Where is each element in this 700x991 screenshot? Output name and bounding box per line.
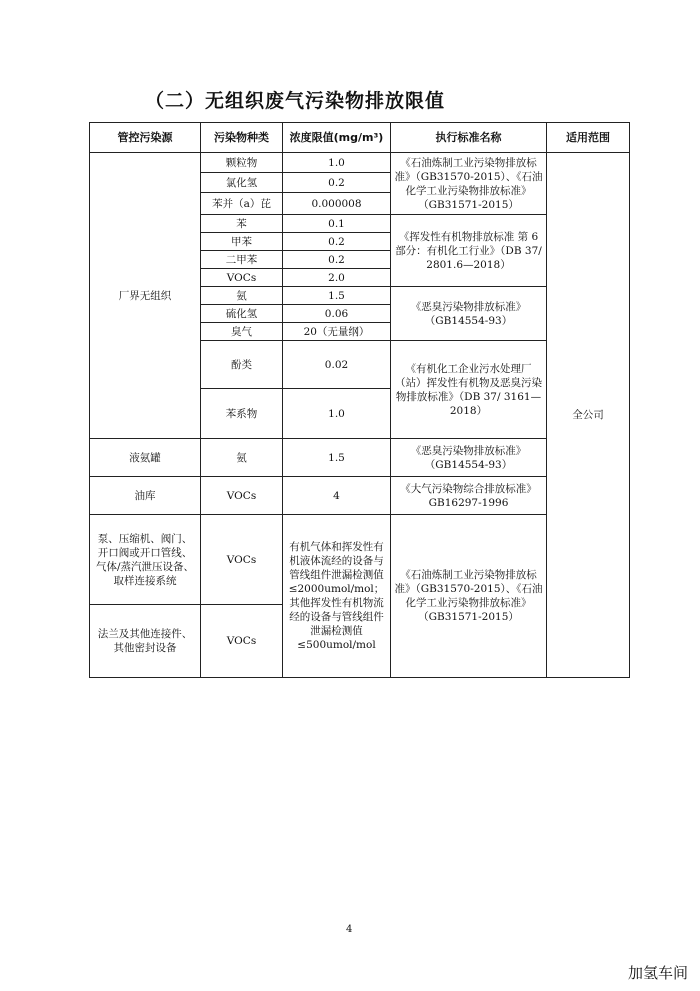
source-cell: 法兰及其他连接件、其他密封设备	[90, 605, 201, 678]
header-limit: 浓度限值(mg/m³)	[283, 123, 391, 153]
header-source: 管控污染源	[90, 123, 201, 153]
limit-cell: 0.000008	[283, 193, 391, 215]
pollutant-cell: 酚类	[201, 341, 283, 389]
standard-cell: 《石油炼制工业污染物排放标准》（GB31570-2015）、《石油化学工业污染物排放标准》（GB31571-2015）	[391, 515, 547, 678]
pollutant-cell: 氨	[201, 439, 283, 477]
pollutant-cell: 臭气	[201, 323, 283, 341]
standard-cell: 《恶臭污染物排放标准》（GB14554-93）	[391, 439, 547, 477]
limit-cell: 1.5	[283, 287, 391, 305]
table-row	[90, 153, 630, 173]
pollutant-cell: 苯	[201, 215, 283, 233]
standard-cell: 《有机化工企业污水处理厂（站）挥发性有机物及恶臭污染物排放标准》（DB 37/ 3161—2018）	[391, 341, 547, 439]
pollutant-cell: 苯系物	[201, 389, 283, 439]
limit-cell: 有机气体和挥发性有机液体流经的设备与管线组件泄漏检测值≤2000umol/mol；其他挥发性有机物流经的设备与管线组件泄漏检测值≤500umol/mol	[283, 515, 391, 678]
limit-cell: 0.2	[283, 233, 391, 251]
standard-cell: 《恶臭污染物排放标准》（GB14554-93）	[391, 287, 547, 341]
pollutant-cell: 硫化氢	[201, 305, 283, 323]
pollutant-cell: VOCs	[201, 477, 283, 515]
emission-limits-table	[89, 122, 630, 678]
limit-cell: 0.06	[283, 305, 391, 323]
limit-cell: 20（无量纲）	[283, 323, 391, 341]
limit-cell: 0.2	[283, 173, 391, 193]
limit-cell: 2.0	[283, 269, 391, 287]
pollutant-cell: 苯并（a）芘	[201, 193, 283, 215]
standard-cell: 《石油炼制工业污染物排放标准》（GB31570-2015）、《石油化学工业污染物排放标准》（GB31571-2015）	[391, 153, 547, 215]
watermark-label: 加氢车间	[627, 964, 688, 982]
pollutant-cell: VOCs	[201, 605, 283, 678]
standard-cell: 《大气污染物综合排放标准》GB16297-1996	[391, 477, 547, 515]
pollutant-cell: 颗粒物	[201, 153, 283, 173]
pollutant-cell: 甲苯	[201, 233, 283, 251]
pollutant-cell: 氯化氢	[201, 173, 283, 193]
limit-cell: 0.02	[283, 341, 391, 389]
header-scope: 适用范围	[547, 123, 630, 153]
table-header-row	[90, 123, 630, 153]
page-title: （二）无组织废气污染物排放限值	[145, 90, 446, 112]
header-standard: 执行标准名称	[391, 123, 547, 153]
limit-cell: 1.0	[283, 153, 391, 173]
source-cell: 厂界无组织	[90, 153, 201, 439]
pollutant-cell: VOCs	[201, 269, 283, 287]
limit-cell: 4	[283, 477, 391, 515]
pollutant-cell: 二甲苯	[201, 251, 283, 269]
standard-cell: 《挥发性有机物排放标准 第 6 部分：有机化工行业》（DB 37/ 2801.6—2018）	[391, 215, 547, 287]
limit-cell: 1.0	[283, 389, 391, 439]
pollutant-cell: 氨	[201, 287, 283, 305]
header-pollutant: 污染物种类	[201, 123, 283, 153]
pollutant-cell: VOCs	[201, 515, 283, 605]
source-cell: 油库	[90, 477, 201, 515]
limit-cell: 0.2	[283, 251, 391, 269]
scope-cell: 全公司	[547, 153, 630, 678]
source-cell: 液氨罐	[90, 439, 201, 477]
limit-cell: 0.1	[283, 215, 391, 233]
limit-cell: 1.5	[283, 439, 391, 477]
page-number: 4	[346, 924, 353, 935]
source-cell: 泵、压缩机、阀门、开口阀或开口管线、气体/蒸汽泄压设备、取样连接系统	[90, 515, 201, 605]
